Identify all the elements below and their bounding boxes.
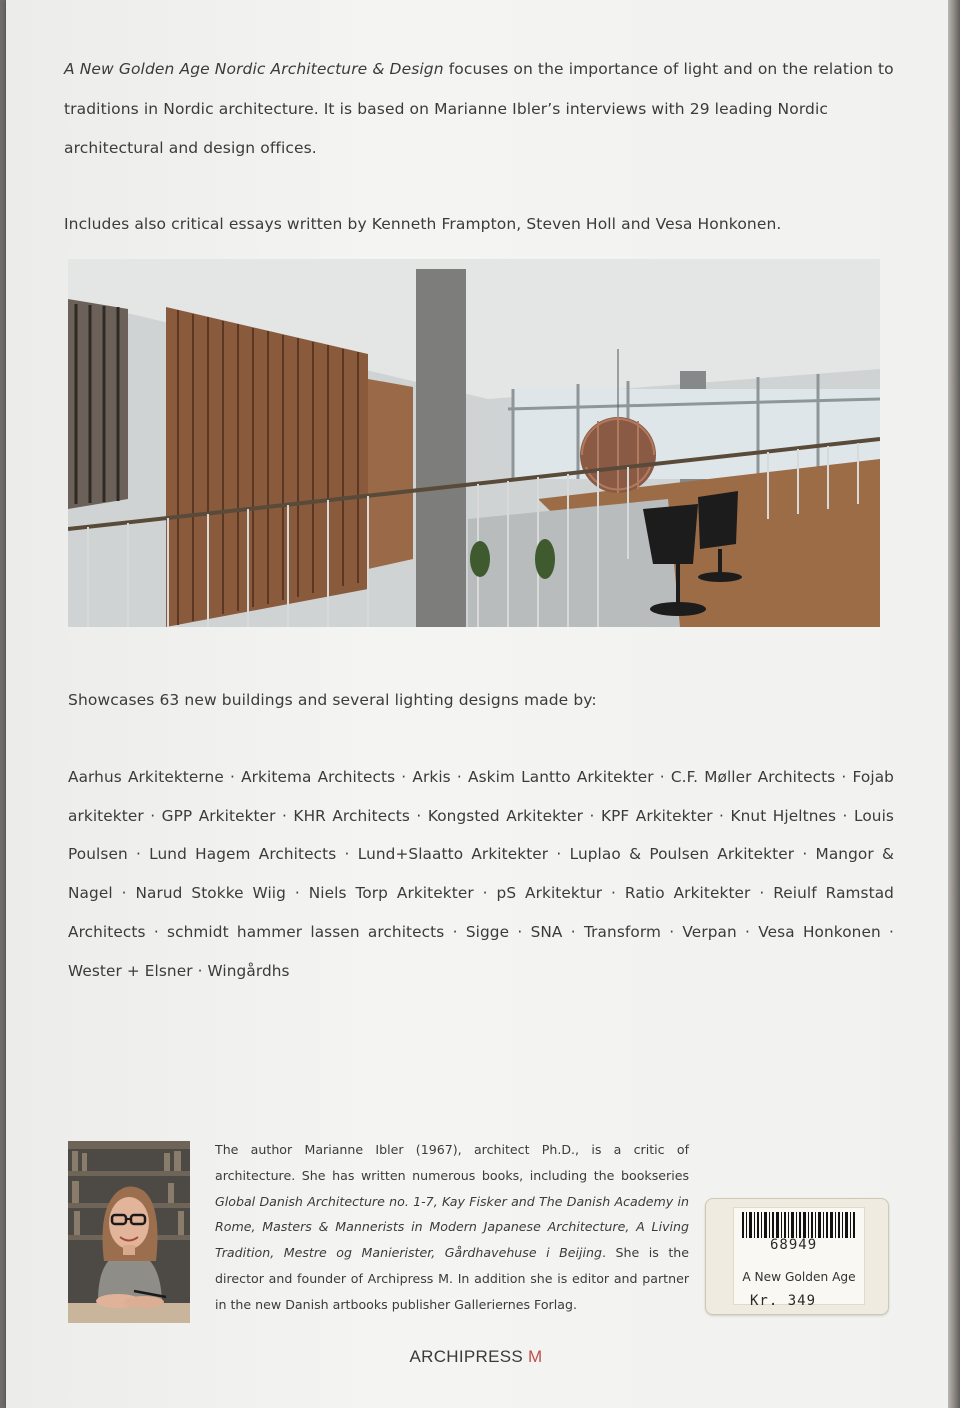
essays-note: Includes also critical essays written by Kenneth Frampton, Steven Holl and Vesa Honkonen.	[64, 215, 782, 233]
author-portrait	[68, 1141, 190, 1323]
price-sticker	[705, 1198, 889, 1315]
publisher-logo	[306, 1347, 646, 1367]
bio-books: Global Danish Architecture no. 1-7, Kay Fisker and The Danish Academy in Rome, Masters & Mannerists in Modern Japanese Architecture, A Living Tradition, Mestre og Manierister, Gårdhavehuse i Beijing	[215, 1193, 689, 1261]
label-price: Kr. 349	[750, 1293, 817, 1309]
price-label	[733, 1207, 865, 1309]
label-number: 68949	[770, 1237, 818, 1253]
label-title: A New Golden Age	[742, 1270, 856, 1284]
bio-rest: . She is the director and founder of Archipress M. In addition she is editor and partner in the new Danish artbooks publisher Galleriernes Forlag.	[215, 1245, 689, 1312]
publisher-name: ARCHIPRESS	[409, 1347, 524, 1366]
architects-list: Aarhus Arkitekterne · Arkitema Architects · Arkis · Askim Lantto Arkitekter · C.F. Møller Architects · Fojab arkitekter · GPP Arkitekter · KHR Architects · Kongsted Arkitekter · KPF Arkitekter · Knut Hjeltnes · Louis Poulsen · Lund Hagem Architects · Lund+Slaatto Arkitekter · Luplao & Poulsen Arkitekter · Mangor & Nagel · Narud Stokke Wiig · Niels Torp Arkitekter · pS Arkitektur · Ratio Arkitekter · Reiulf Ramstad Architects · schmidt hammer lassen architects · Sigge · SNA · Transform · Verpan · Vesa Honkonen · Wester + Elsner · Wingårdhs	[68, 768, 894, 980]
bio-intro: The author Marianne Ibler (1967), architect Ph.D., is a critic of architecture. She has written numerous books, including the bookseries	[215, 1142, 689, 1183]
interior-photo	[68, 259, 880, 627]
showcases-heading: Showcases 63 new buildings and several lighting designs made by:	[68, 691, 597, 709]
book-title: A New Golden Age Nordic Architecture & Design	[64, 60, 444, 78]
intro-text: focuses on the importance of light and on the relation to traditions in Nordic architecture. It is based on Marianne Ibler’s interviews with 29 leading Nordic architectural and design offices.	[64, 60, 894, 157]
intro-paragraph	[64, 50, 914, 169]
book-back-cover	[6, 0, 948, 1408]
cover-edge	[948, 0, 960, 1408]
barcode-icon	[740, 1212, 858, 1238]
author-bio	[215, 1137, 689, 1318]
publisher-mark: M	[528, 1347, 543, 1366]
